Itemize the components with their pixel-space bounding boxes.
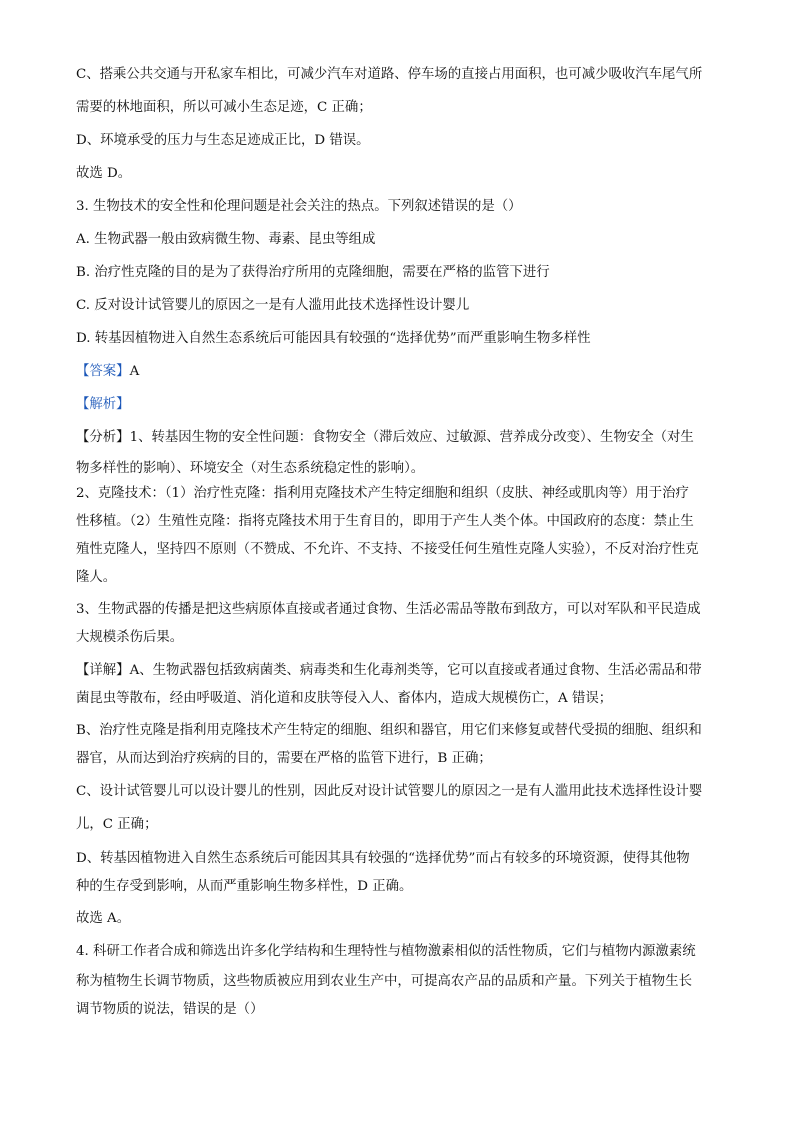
question3-stem: 3. 生物技术的安全性和伦理问题是社会关注的热点。下列叙述错误的是（）: [76, 199, 522, 214]
question3-option-d: D. 转基因植物进入自然生态系统后可能因具有较强的“选择优势”而严重影响生物多样性: [76, 331, 591, 346]
answer-value: A: [129, 364, 140, 379]
detail-tag: 【详解】: [76, 663, 130, 678]
fenxi-line2: 物多样性的影响）、环境安全（对生态系统稳定性的影响）。: [76, 461, 425, 476]
question4-stem-line1: 4. 科研工作者合成和筛选出许多化学结构和生理特性与植物激素相似的活性物质，它们与植物内源激素统: [76, 944, 696, 959]
answer-line: [76, 362, 726, 382]
detail-b-line2: 器官，从而达到治疗疾病的目的，需要在严格的监管下进行，B 正确；: [76, 751, 492, 766]
clone-line4: 隆人。: [76, 570, 117, 585]
question4-stem-line2: 称为植物生长调节物质，这些物质被应用到农业生产中，可提高农产品的品质和产量。下列关于植物生长: [76, 974, 692, 989]
detail-d-line2: 种的生存受到影响，从而严重影响生物多样性，D 正确。: [76, 879, 413, 894]
fenxi-line1: [76, 428, 726, 448]
question4-stem-line3: 调节物质的说法，错误的是（）: [76, 1002, 264, 1017]
detail-c-line1: C、设计试管婴儿可以设计婴儿的性别，因此反对设计试管婴儿的原因之一是有人滥用此技术选择性设计婴: [76, 784, 703, 799]
clone-line1: 2、克隆技术：（1）治疗性克隆：指利用克隆技术产生特定细胞和组织（皮肤、神经或肌肉等）用于治疗: [76, 486, 689, 501]
fenxi-tag: 【分析】: [76, 430, 130, 445]
question3-option-b: B. 治疗性克隆的目的是为了获得治疗所用的克隆细胞，需要在严格的监管下进行: [76, 265, 550, 280]
prev-option-c-line2: 需要的林地面积，所以可减小生态足迹，C 正确；: [76, 100, 372, 115]
detail-c-line2: 儿，C 正确；: [76, 817, 158, 832]
prev-option-c-line1: C、搭乘公共交通与开私家车相比，可减少汽车对道路、停车场的直接占用面积，也可减少吸收汽车尾气所: [76, 67, 703, 82]
detail-b-line1: B、治疗性克隆是指利用克隆技术产生特定的细胞、组织和器官，用它们来修复或替代受损的细胞、组织和: [76, 723, 702, 738]
clone-line2: 性移植。（2）生殖性克隆：指将克隆技术用于生育目的，即用于产生人类个体。中国政府的态度：禁止生: [76, 514, 694, 529]
bio-weapon-line2: 大规模杀伤后果。: [76, 630, 184, 645]
question3-option-c: C. 反对设计试管婴儿的原因之一是有人滥用此技术选择性设计婴儿: [76, 298, 470, 313]
prev-option-d: D、环境承受的压力与生态足迹成正比，D 错误。: [76, 133, 370, 148]
question3-option-a: A. 生物武器一般由致病微生物、毒素、昆虫等组成: [76, 232, 376, 247]
detail-a-line2: 菌昆虫等散布，经由呼吸道、消化道和皮肤等侵入人、畜体内，造成大规模伤亡，A 错误；: [76, 691, 613, 706]
analysis-tag-line: [76, 395, 726, 415]
detail-a-text-1: A、生物武器包括致病菌类、病毒类和生化毒剂类等，它可以直接或者通过食物、生活必需品和带: [129, 663, 702, 678]
bio-weapon-line1: 3、生物武器的传播是把这些病原体直接或者通过食物、生活必需品等散布到敌方，可以对军队和平民造成: [76, 602, 701, 617]
answer-tag: 【答案】: [76, 364, 130, 379]
detail-a-line1: [76, 661, 726, 681]
analysis-tag: 【解析】: [76, 397, 130, 412]
detail-d-line1: D、转基因植物进入自然生态系统后可能因其具有较强的“选择优势”而占有较多的环境资源，使得其他物: [76, 851, 690, 866]
clone-line3: 殖性克隆人，坚持四不原则（不赞成、不允许、不支持、不接受任何生殖性克隆人实验），不反对治疗性克: [76, 542, 699, 557]
question3-conclusion: 故选 A。: [76, 911, 131, 926]
prev-conclusion: 故选 D。: [76, 166, 132, 181]
fenxi-text-1: 1、转基因生物的安全性问题：食物安全（滞后效应、过敏源、营养成分改变）、生物安全（对生: [129, 430, 694, 445]
